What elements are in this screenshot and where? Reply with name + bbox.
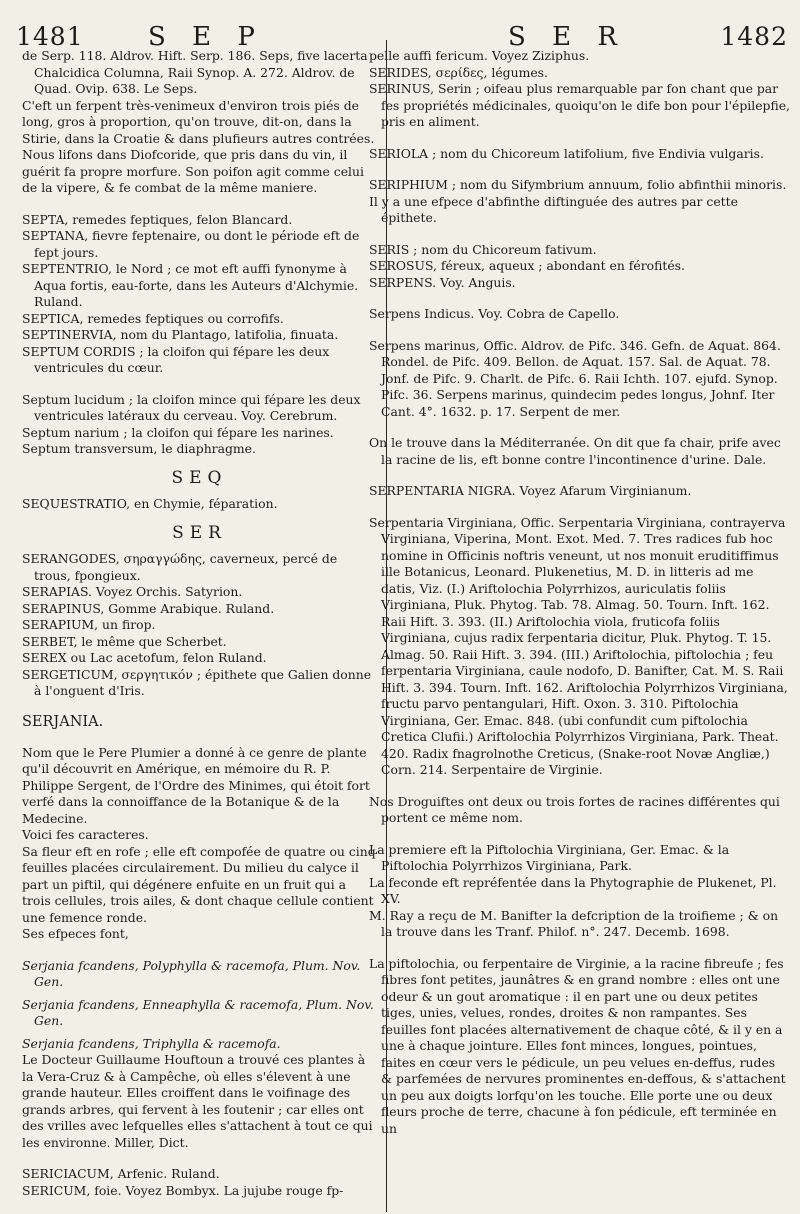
paragraph: C'eft un ferpent très-venimeux d'environ trois piés de long, gros à proportion, qu'on trouve, dit-on, dans la Stirie, dans la Croatie & dans plufieurs autres contrées. Nous lifons dans Diofcoride, que pris dans du vin, il guérit fa propre morfure. Son poifon agit comme celui de la vipere, & fe combat de la même maniere. <box>22 97 375 195</box>
entry: SERAPIAS. Voyez Orchis. Satyrion. <box>22 584 243 599</box>
entry-heading: SERJANIA. <box>22 713 104 730</box>
entry: Serpens marinus, Offic. Aldrov. de Pifc. 346. Gefn. de Aquat. 864. Rondel. de Pifc. 409. Bellon. de Aquat. 157. Sal. de Aquat. 78. Jonf. de Pifc. 9. Charlt. de Pifc. 6. Raii Ichth. 107. ejufd. Synop. Pifc. 36. Serpens marinus, quindecim pedes longus, Johnf. Iter Cant. 4°. 1632. p. 17. Serpent de mer. <box>369 337 781 419</box>
left-page-number: 1481 <box>16 22 84 51</box>
entry: SERICUM, foie. Voyez Bombyx. La jujube rouge fp- <box>22 1182 344 1198</box>
left-running-head: S E P <box>148 22 264 52</box>
right-column <box>369 48 790 1137</box>
entry: SERPENS. Voy. Anguis. <box>369 274 516 290</box>
entry: de Serp. 118. Aldrov. Hift. Serp. 186. Seps, five lacerta Chalcidica Columna, Raii Synop. A. 272. Aldrov. de Quad. Ovip. 638. Le Seps. <box>22 48 368 96</box>
entry: Serpens Indicus. Voy. Cobra de Capello. <box>369 306 620 321</box>
species-line: Serjania fcandens, Polyphylla & racemofa, Plum. Nov. Gen. <box>22 957 361 989</box>
entry: Septum transversum, le diaphragme. <box>22 441 256 456</box>
right-page-number: 1482 <box>720 22 788 51</box>
entry: SEPTA, remedes feptiques, felon Blancard. <box>22 211 293 227</box>
paragraph: Sa fleur eft en rofe ; elle eft compofée de quatre ou cinq feuilles placées circulairement. Du milieu du calyce il part un piftil, qui dégénere enfuite en un fruit qui a trois cellules, trois ailes, & dont chaque cellule contient une femence ronde. <box>22 843 376 925</box>
section-heading: SEQ <box>171 467 228 488</box>
entry: SERIS ; nom du Chicoreum fativum. <box>369 241 597 257</box>
entry: La piftolochia, ou ferpentaire de Virginie, a la racine fibreufe ; fes fibres font petites, jaunâtres & en grand nombre : elles ont une odeur & un gout aromatique : il en part une ou deux petites tiges, unies, velues, rondes, droites & non rampantes. Ses feuilles font placées alternativement de chaque côté, & il y en a une à chaque jointure. Elles font minces, longues, pointues, faites en cœur vers le pédicule, un peu velues en-deffus, rudes & parfemées de nervures prominentes en-deffous, & s'attachent un peu aux doigts lorfqu'on les touche. Elle porte une ou deux fleurs proche de terre, chacune à fon pédicule, eft terminée en un <box>369 955 786 1136</box>
paragraph: Le Docteur Guillaume Houftoun a trouvé ces plantes à la Vera-Cruz & à Campêche, où elles s'élevent à une grande hauteur. Elles croiffent dans le voifinage des grands arbres, qui fervent à les foutenir ; car elles ont des vrilles avec lefquelles elles s'attachent à tout ce qui les environne. Miller, Dict. <box>22 1052 373 1150</box>
entry: SERIPHIUM ; nom du Sifymbrium annuum, folio abfinthii minoris. <box>369 177 787 192</box>
entry: SEPTINERVIA, nom du Plantago, latifolia, finuata. <box>22 327 339 342</box>
entry: SERPENTARIA NIGRA. Voyez Afarum Virginianum. <box>369 483 692 498</box>
species-line: Serjania fcandens, Enneaphylla & racemofa, Plum. Nov. Gen. <box>22 996 374 1028</box>
entry: Nos Droguiftes ont deux ou trois fortes de racines différentes qui portent ce même nom. <box>369 793 780 825</box>
entry: SERBET, le même que Scherbet. <box>22 633 227 649</box>
entry: Septum lucidum ; la cloifon mince qui fépare les deux ventricules latéraux du cerveau. Voy. Cerebrum. <box>22 391 361 423</box>
entry: SERIDES, σερίδες, légumes. <box>369 64 548 80</box>
section-heading: SER <box>172 522 227 543</box>
paragraph: Ses efpeces font, <box>22 926 129 941</box>
entry: pelle auffi fericum. Voyez Ziziphus. <box>369 48 590 63</box>
entry: Septum narium ; la cloifon qui fépare les narines. <box>22 424 334 440</box>
entry: SERAPINUS, Gomme Arabique. Ruland. <box>22 600 275 616</box>
entry: SERGETICUM, σεργητικόν ; épithete que Galien donne à l'onguent d'Iris. <box>22 666 372 698</box>
entry: SEPTICA, remedes feptiques ou corrofifs. <box>22 310 284 326</box>
entry: Serpentaria Virginiana, Offic. Serpentaria Virginiana, contrayerva Virginiana, Viperina, Mont. Exot. Med. 7. Tres radices fub hoc nomine in Officinis noftris veneunt, ut nos monuit eruditiffimus ille Botanicus, Leonard. Plukenetius, M. D. in litteris ad me datis, Viz. (I.) Ariftolochia Polyrrhizos, auriculatis foliis Virginiana, Pluk. Phytog. Tab. 78. Almag. 50. Tourn. Inft. 162. Raii Hift. 3. 393. (II.) Ariftolochia viola, fruticofa foliis Virginiana, cujus radix ferpentaria dicitur, Pluk. Phytog. T. 15. Almag. 50. Raii Hift. 3. 394. (III.) Ariftolochia, piftolochia ; feu ferpentaria Virginiana, caule nodofo, D. Banifter, Cat. M. S. Raii Hift. 3. 394. Tourn. Inft. 162. Ariftolochia Polyrrhizos Virginiana, fructu parvo pentangulari, Hift. Oxon. 3. 310. Piftolochia Virginiana, Ger. Emac. 848. (ubi confundit cum piftolochia Cretica Clufii.) Ariftolochia Polyrrhizos Virginiana, Park. Theat. 420. Radix fnagrolnothe Creticus, (Snake-root Novæ Angliæ,) Corn. 214. Serpentaire de Virginie. <box>369 514 788 777</box>
entry: La feconde eft repréfentée dans la Phytographie de Plukenet, Pl. XV. <box>369 874 777 906</box>
entry: SERANGODES, σηραγγώδης, caverneux, percé de trous, fpongieux. <box>22 551 338 583</box>
entry: SERICIACUM, Arfenic. Ruland. <box>22 1166 220 1181</box>
entry: On le trouve dans la Méditerranée. On dit que fa chair, prife avec la racine de lis, eft bonne contre l'incontinence d'urine. Dale. <box>369 435 781 467</box>
entry: SEPTENTRIO, le Nord ; ce mot eft auffi fynonyme à Aqua fortis, eau-forte, dans les Auteurs d'Alchymie. Ruland. <box>22 261 359 309</box>
entry: SEQUESTRATIO, en Chymie, féparation. <box>22 496 278 511</box>
entry: SERINUS, Serin ; oifeau plus remarquable par fon chant que par fes propriétés médicinales, quoiqu'on le dife bon pour l'épilepfie, pris en aliment. <box>369 81 790 129</box>
entry: Il y a une efpece d'abfinthe diftinguée des autres par cette épithete. <box>369 193 738 225</box>
species-line: Serjania fcandens, Triphylla & racemofa. <box>22 1035 281 1051</box>
right-running-head: S E R <box>508 22 626 52</box>
entry: SERAPIUM, un firop. <box>22 617 156 632</box>
entry: SEPTUM CORDIS ; la cloifon qui fépare les deux ventricules du cœur. <box>22 343 330 375</box>
entry: SEPTANA, fievre feptenaire, ou dont le période eft de fept jours. <box>22 228 360 260</box>
left-column <box>22 48 377 1199</box>
entry: SERIOLA ; nom du Chicoreum latifolium, five Endivia vulgaris. <box>369 145 764 161</box>
paragraph: Voici fes caracteres. <box>22 827 149 842</box>
entry: La premiere eft la Piftolochia Virginiana, Ger. Emac. & la Piftolochia Polyrrhizos Virginiana, Park. <box>369 841 730 873</box>
entry: SEROSUS, féreux, aqueux ; abondant en férofités. <box>369 258 685 273</box>
paragraph: Nom que le Pere Plumier a donné à ce genre de plante qu'il découvrit en Amérique, en mémoire du R. P. Philippe Sergent, de l'Ordre des Minimes, qui étoit fort verfé dans la connoiffance de la Botanique & de la Medecine. <box>22 744 370 826</box>
entry: SEREX ou Lac acetofum, felon Ruland. <box>22 650 267 665</box>
entry: M. Ray a reçu de M. Banifter la defcription de la troifieme ; & on la trouve dans les Tranf. Philof. n°. 247. Decemb. 1698. <box>369 907 779 939</box>
